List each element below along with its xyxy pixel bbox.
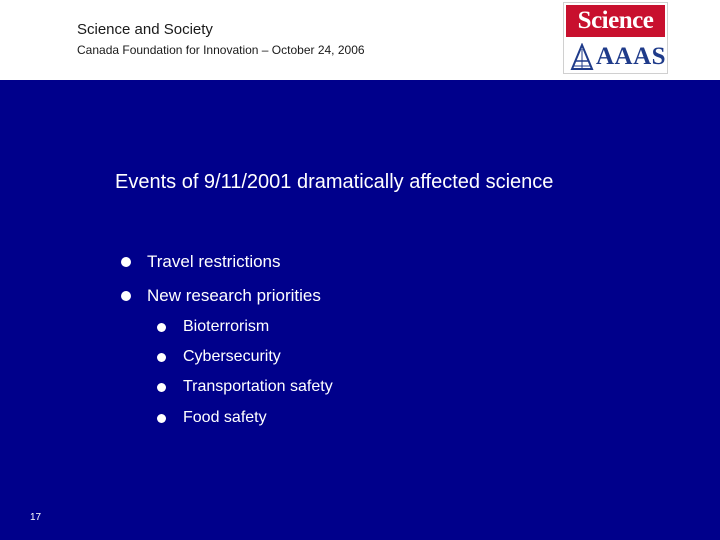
- header-subtitle: Canada Foundation for Innovation – October 24, 2006: [77, 43, 365, 57]
- sub-bullet-item: Transportation safety: [183, 378, 333, 395]
- bullet-dot-icon: [121, 291, 131, 301]
- slide-body: [0, 80, 720, 540]
- aaas-emblem-icon: [570, 43, 594, 71]
- bullet-item: New research priorities: [147, 286, 321, 305]
- sub-bullet-dot-icon: [157, 383, 166, 392]
- slide-header: [0, 0, 720, 80]
- bullet-dot-icon: [121, 257, 131, 267]
- sub-bullet-dot-icon: [157, 323, 166, 332]
- sub-bullet-item: Cybersecurity: [183, 348, 281, 365]
- aaas-logo-text: AAAS: [596, 43, 667, 70]
- sub-bullet-item: Food safety: [183, 409, 267, 426]
- header-title: Science and Society: [77, 21, 213, 38]
- slide-heading: Events of 9/11/2001 dramatically affected science: [115, 171, 554, 193]
- science-aaas-logo: [563, 2, 668, 74]
- sub-bullet-dot-icon: [157, 414, 166, 423]
- aaas-logo: [566, 40, 665, 73]
- bullet-item: Travel restrictions: [147, 252, 281, 271]
- sub-bullet-item: Bioterrorism: [183, 318, 270, 335]
- science-logo-text: Science: [566, 5, 665, 37]
- sub-bullet-dot-icon: [157, 353, 166, 362]
- page-number: 17: [30, 512, 42, 523]
